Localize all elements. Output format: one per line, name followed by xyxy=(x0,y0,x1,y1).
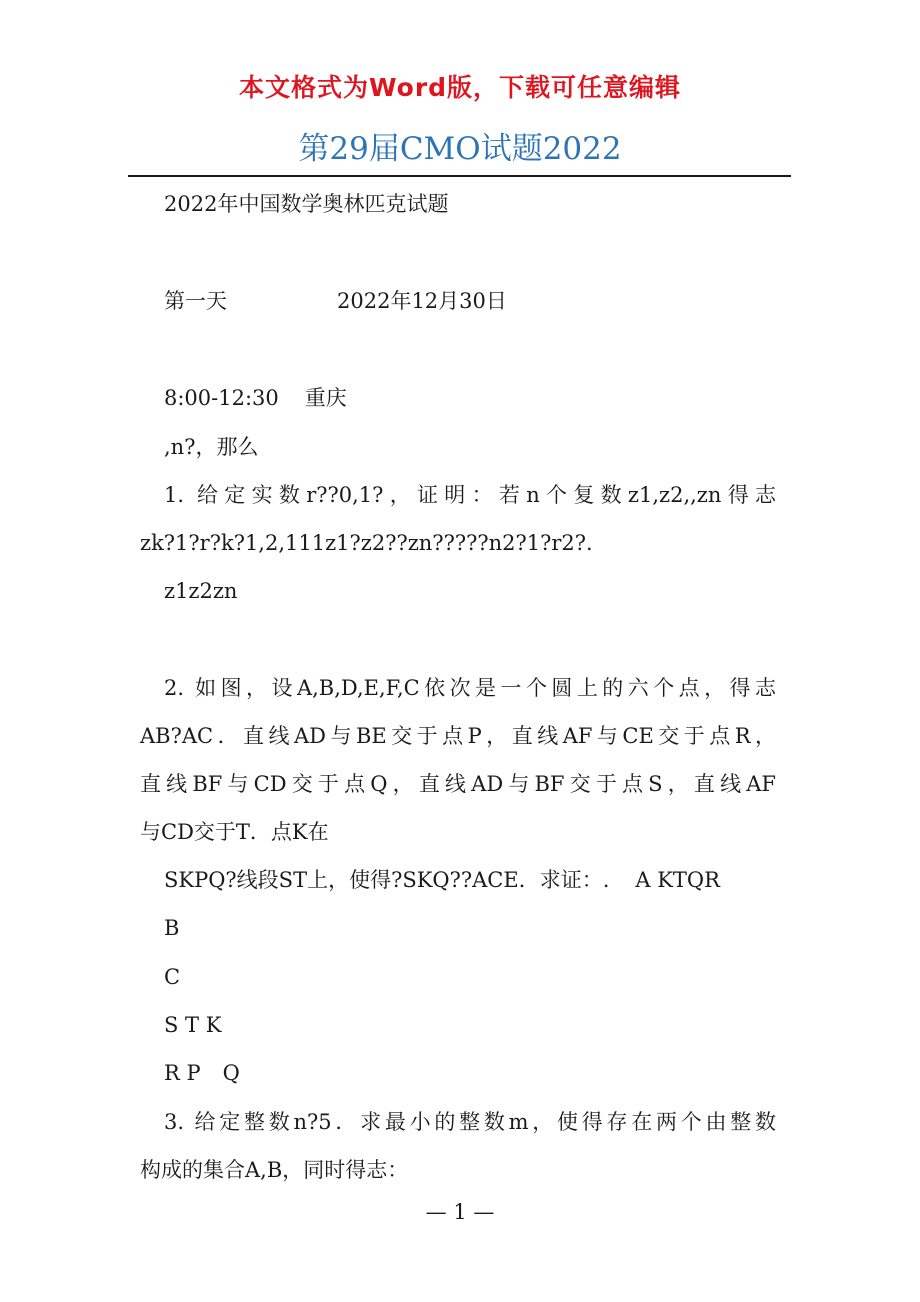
exam-heading: 2022年中国数学奥林匹克试题 xyxy=(164,192,449,216)
problem-2-line: AB?AC．直线AD与BE交于点P，直线AF与CE交于点R， xyxy=(140,724,776,748)
problem-2-line: 与CD交于T．点K在 xyxy=(140,820,329,844)
exam-time: 8:00-12:30 xyxy=(164,386,279,410)
problem-1-formula-tail: z1z2zn xyxy=(164,579,238,603)
figure-label: B xyxy=(164,916,180,940)
figure-label: Q xyxy=(222,1061,240,1085)
day-label: 第一天 xyxy=(164,289,227,313)
problem-1-formula: zk?1?r?k?1,2,111z1?z2??zn?????n2?1?r2?. xyxy=(140,531,593,555)
problem-3-line: 构成的集合A,B，同时得志： xyxy=(140,1158,409,1182)
page-number: — 1 — xyxy=(425,1200,495,1224)
text-line: ,n?，那么 xyxy=(164,435,259,459)
download-banner: 本文格式为Word版，下载可任意编辑 xyxy=(238,73,682,102)
figure-label: S T K xyxy=(164,1013,222,1037)
exam-place: 重庆 xyxy=(304,386,347,410)
problem-1-line: 1. 给定实数r??0,1?，证明：若n个复数z1,z2,,zn得志 xyxy=(164,483,776,507)
problem-2-condition: SKPQ?线段ST上，使得?SKQ??ACE．求证：. xyxy=(164,868,610,892)
figure-label-row xyxy=(164,1059,240,1087)
problem-2-line: 直线BF与CD交于点Q，直线AD与BF交于点S，直线AF xyxy=(140,772,776,796)
exam-date: 2022年12月30日 xyxy=(337,289,507,313)
problem-2-statement xyxy=(164,866,720,894)
figure-labels: A KTQR xyxy=(635,868,720,892)
figure-label: C xyxy=(164,965,181,989)
time-place-line xyxy=(164,384,347,412)
problem-3-line: 3. 给定整数n?5．求最小的整数m，使得存在两个由整数 xyxy=(164,1110,776,1134)
document-title: 第29届CMO试题2022 xyxy=(298,131,622,167)
day-date-line xyxy=(164,287,507,315)
figure-label: R P xyxy=(164,1061,201,1085)
problem-2-line: 2. 如图，设A,B,D,E,F,C依次是一个圆上的六个点，得志 xyxy=(164,676,776,700)
title-rule xyxy=(128,175,791,177)
